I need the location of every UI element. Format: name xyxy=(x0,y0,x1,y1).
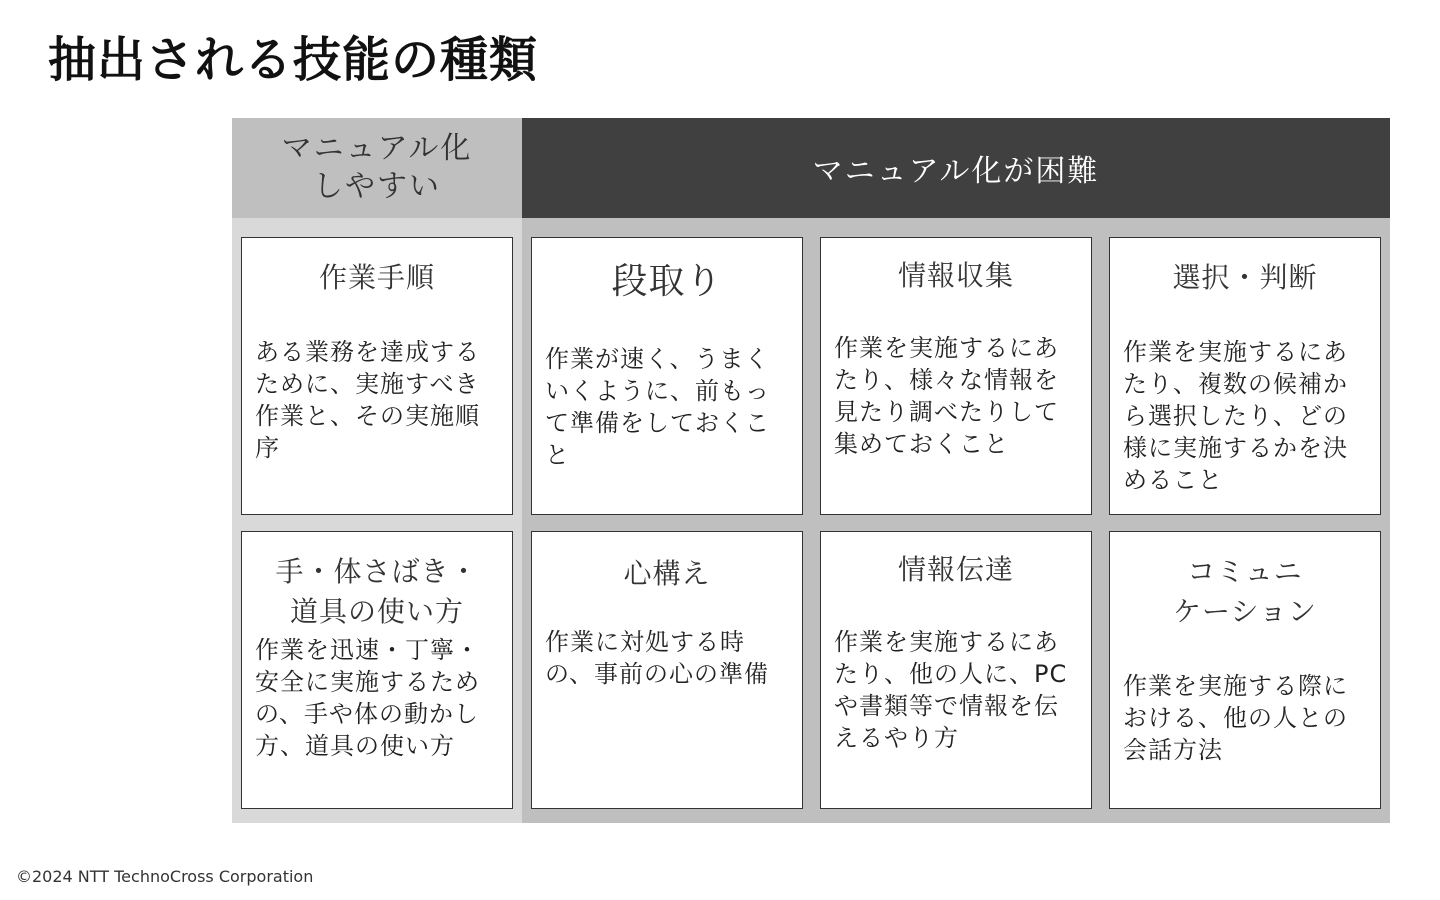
card-title: 段取り xyxy=(611,261,723,302)
card-information-gathering xyxy=(820,237,1092,515)
card-title: 選択・判断 xyxy=(1172,261,1318,294)
header-hard-to-manualize: マニュアル化が困難 xyxy=(522,118,1390,218)
copyright-footer: ©2024 NTT TechnoCross Corporation xyxy=(16,867,314,886)
card-title: 情報収集 xyxy=(897,259,1014,292)
card-body-tool-handling xyxy=(241,531,513,809)
header-easy-to-manualize: マニュアル化 しやすい xyxy=(232,118,522,218)
card-title: 手・体さばき・ 道具の使い方 xyxy=(275,555,479,628)
card-title: コミュニ ケーション xyxy=(1173,555,1317,628)
card-description: 作業を実施するにあたり、他の人に、PCや書類等で情報を伝えるやり方 xyxy=(834,628,1068,752)
card-information-transfer xyxy=(820,531,1092,809)
card-description: 作業を実施するにあたり、複数の候補から選択したり、どの様に実施するかを決めること xyxy=(1123,338,1348,494)
card-communication xyxy=(1109,531,1381,809)
card-selection-judgment xyxy=(1109,237,1381,515)
card-title: 情報伝達 xyxy=(897,553,1014,586)
card-title: 作業手順 xyxy=(318,261,435,294)
card-description: 作業に対処する時の、事前の心の準備 xyxy=(545,628,770,688)
card-preparation xyxy=(531,237,803,515)
card-description: 作業が速く、うまくいくように、前もって準備をしておくこと xyxy=(545,345,770,469)
card-title: 心構え xyxy=(623,557,711,590)
card-description: 作業を実施するにあたり、様々な情報を見たり調べたりして集めておくこと xyxy=(834,334,1059,458)
page-title: 抽出される技能の種類 xyxy=(48,32,539,88)
card-procedure xyxy=(241,237,513,515)
card-description: ある業務を達成するために、実施すべき作業と、その実施順序 xyxy=(255,338,480,462)
card-mindset xyxy=(531,531,803,809)
card-description: 作業を実施する際における、他の人との会話方法 xyxy=(1123,672,1348,764)
card-description: 作業を迅速・丁寧・安全に実施するための、手や体の動かし方、道具の使い方 xyxy=(255,636,480,760)
